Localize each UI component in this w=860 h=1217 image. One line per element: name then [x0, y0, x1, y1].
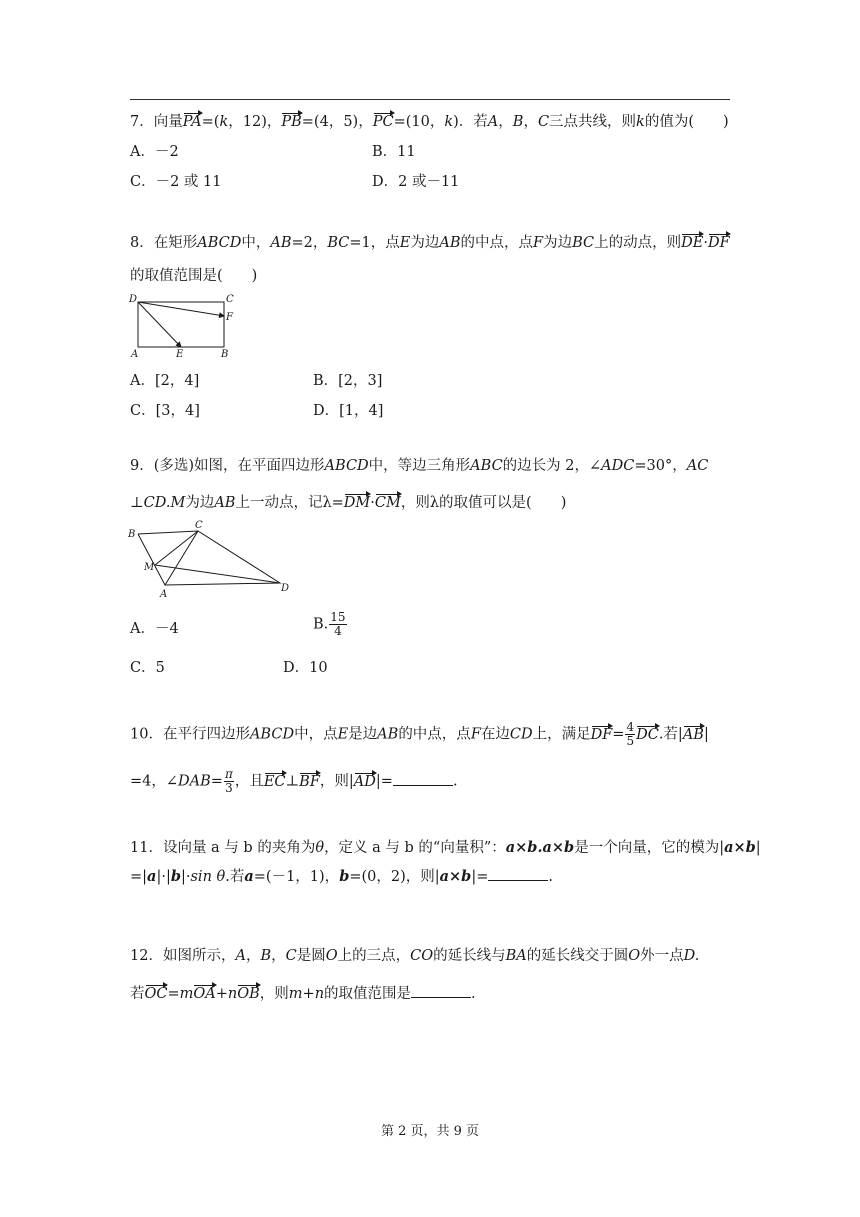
q9-stem-line2: ⊥CD.M为边AB上一动点，记λ=DM·CM，则λ的取值可以是( ): [130, 495, 567, 511]
q9-option-b-fraction: $\frac{15}{4}$: [330, 610, 346, 638]
q9-quadrilateral-figure: [126, 518, 292, 602]
q9-outline: [138, 531, 280, 585]
q9-label-d: D: [281, 583, 290, 594]
q9-stem-line1: 9．(多选)如图，在平面四边形ABCD中，等边三角形ABC的边长为 2，∠ADC=30°，AC: [130, 458, 709, 474]
q7-option-c: C．－2 或 11: [130, 174, 222, 190]
q9-option-d: D．10: [283, 660, 328, 676]
header-rule: [130, 99, 730, 100]
q9-label-a: A: [160, 589, 168, 600]
q8-option-a: A．[2，4]: [130, 373, 200, 389]
q8-label-e: E: [176, 349, 184, 360]
q9-option-c: C．5: [130, 660, 165, 676]
q8-vector-de: [138, 302, 181, 347]
q11-stem-line2: =|a|·|b|·sin θ.若a=(－1，1)，b=(0，2)，则|a×b|= .: [130, 868, 553, 885]
q10-fraction-pi-3: $\frac{\pi}{3}$: [224, 767, 233, 795]
q10-stem-line1: 10．在平行四边形ABCD中，点E是边AB的中点，点F在边CD上，满足DF= $\frac{4}{5}$ DC.若|AB|: [130, 720, 709, 748]
q9-segment-md: [155, 565, 280, 583]
q8-rectangle-figure: [126, 290, 238, 362]
q9-label-c: C: [195, 520, 203, 531]
q8-label-f: F: [226, 312, 233, 323]
q9-option-a: A．－4: [130, 621, 179, 637]
q7-option-b: B．11: [372, 144, 416, 160]
q12-stem-line2: 若OC=mOA+nOB，则m+n的取值范围是 .: [130, 983, 476, 1004]
q9-label-b: B: [128, 529, 136, 540]
q12-answer-blank[interactable]: [411, 983, 471, 998]
q8-option-d: D．[1，4]: [313, 403, 384, 419]
q10-fraction-4-5: $\frac{4}{5}$: [626, 720, 635, 748]
q8-label-a: A: [131, 349, 139, 360]
q7-stem: 7．向量PA=(k，12)，PB=(4，5)，PC=(10，k)．若A，B，C三点共线，则k的值为( ): [130, 114, 729, 130]
q8-stem-line1: 8．在矩形ABCD中，AB=2，BC=1，点E为边AB的中点，点F为边BC上的动点，则DE·DF: [130, 235, 730, 251]
q10-stem-line2: =4，∠DAB= $\frac{\pi}{3}$ ，且EC⊥BF，则|AD|= .: [130, 767, 458, 795]
q11-answer-blank[interactable]: [488, 866, 548, 881]
q8-label-c: C: [226, 294, 234, 305]
q7-option-a: A．－2: [130, 144, 179, 160]
q8-label-b: B: [221, 349, 229, 360]
q8-option-b: B．[2，3]: [313, 373, 383, 389]
q10-answer-blank[interactable]: [393, 771, 453, 786]
q12-stem-line1: 12．如图所示，A，B，C是圆O上的三点，CO的延长线与BA的延长线交于圆O外一点D.: [130, 948, 700, 964]
q11-stem-line1: 11．设向量 a 与 b 的夹角为θ，定义 a 与 b 的“向量积”：a×b.a×b是一个向量，它的模为|a×b|: [130, 839, 761, 856]
q9-segment-mc: [155, 531, 198, 565]
q8-label-d: D: [129, 294, 138, 305]
q7-option-d: D．2 或－11: [372, 174, 460, 190]
q8-vector-df: [138, 302, 224, 316]
q9-segment-ac: [165, 531, 198, 585]
q8-stem-line2: 的取值范围是( ): [130, 268, 258, 284]
q9-label-m: M: [144, 562, 155, 573]
q9-option-b: B. $\frac{15}{4}$: [313, 610, 346, 638]
q8-option-c: C．[3，4]: [130, 403, 200, 419]
page-footer: 第 2 页，共 9 页: [380, 1124, 480, 1139]
